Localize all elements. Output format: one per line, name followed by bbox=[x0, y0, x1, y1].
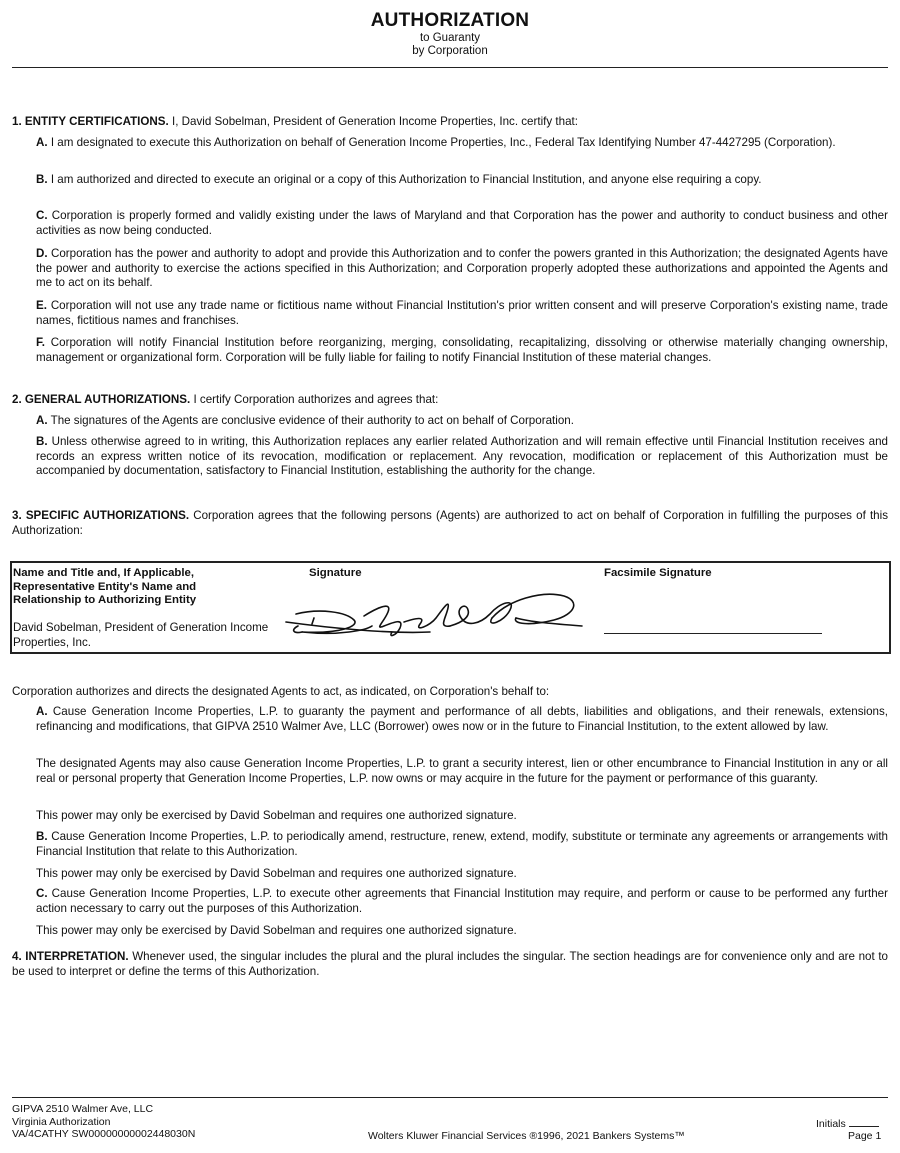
section3-intro bbox=[12, 509, 888, 538]
facsimile-signature-line bbox=[604, 633, 822, 634]
section1-item-f bbox=[36, 336, 888, 365]
agents-table-name-header: Name and Title and, If Applicable, Representative Entity's Name and Relationship to Authorizing Entity bbox=[13, 567, 197, 606]
item-label: A. bbox=[36, 136, 48, 149]
section3-intro-text: Corporation agrees that the following persons (Agents) are authorized to act on behalf of Corporation in fulfilling the purposes of this Authorization: bbox=[12, 509, 888, 537]
section4-text: Whenever used, the singular includes the plural and the plural includes the singular. The section headings are for convenience only and are not to be used to interpret or define the terms of this Authorization. bbox=[12, 950, 888, 978]
document-title: AUTHORIZATION bbox=[370, 10, 530, 31]
footer-left bbox=[12, 1103, 195, 1141]
item-text: Corporation is properly formed and validly existing under the laws of Maryland and that Corporation has the power and authority to conduct business and other activities as now being conducted. bbox=[36, 209, 888, 237]
document-subtitle-line2: by Corporation bbox=[412, 45, 488, 57]
item-text: The signatures of the Agents are conclusive evidence of their authority to act on behalf of Corporation. bbox=[50, 414, 574, 427]
footer-initials bbox=[816, 1117, 879, 1131]
section2-intro-text: I certify Corporation authorizes and agrees that: bbox=[193, 393, 439, 406]
section4 bbox=[12, 950, 888, 979]
power-item-a bbox=[36, 705, 888, 734]
power-security-interest: The designated Agents may also cause Generation Income Properties, L.P. to grant a security interest, lien or other encumbrance to Financial Institution in any or all real or personal property that Generation Income Properties, L.P. now owns or may acquire in the future for the payment or performance of this guaranty. bbox=[36, 757, 888, 785]
power-restriction-c: This power may only be exercised by David Sobelman and requires one authorized signature. bbox=[36, 924, 517, 937]
item-text: I am designated to execute this Authorization on behalf of Generation Income Properties, Inc., Federal Tax Identifying Number 47-4427295 (Corporation). bbox=[50, 136, 836, 149]
power-item-b bbox=[36, 830, 888, 859]
footer-page-number: Page 1 bbox=[848, 1130, 882, 1142]
item-label: F. bbox=[36, 336, 46, 349]
section2-item-b bbox=[36, 435, 888, 479]
item-text: Cause Generation Income Properties, L.P. to guaranty the payment and performance of all debts, liabilities and obligations, and their renewals, extensions, refinancing and modifications, that GIPVA 2510 Walmer Ave, LLC (Borrower) owes now or in the future to Financial Institution, to the extent allowed by law. bbox=[36, 705, 888, 733]
section1-item-a bbox=[36, 136, 888, 151]
agents-table-facsimile-header: Facsimile Signature bbox=[604, 567, 712, 579]
document-header bbox=[0, 10, 900, 58]
power-restriction-a: This power may only be exercised by David Sobelman and requires one authorized signature. bbox=[36, 809, 517, 822]
section4-heading: 4. INTERPRETATION. bbox=[12, 950, 129, 963]
section2-intro bbox=[12, 393, 888, 408]
footer-form-name: Virginia Authorization bbox=[12, 1115, 111, 1128]
section1-item-b bbox=[36, 173, 888, 188]
footer-entity: GIPVA 2510 Walmer Ave, LLC bbox=[12, 1103, 154, 1115]
item-label: C. bbox=[36, 887, 48, 900]
item-label: A. bbox=[36, 414, 48, 427]
item-label: A. bbox=[36, 705, 48, 718]
power-item-c bbox=[36, 887, 888, 916]
section1-intro bbox=[12, 115, 888, 130]
item-label: E. bbox=[36, 299, 47, 312]
item-text: Cause Generation Income Properties, L.P. to execute other agreements that Financial Institution may require, and perform or cause to be performed any further action necessary to carry out the purposes of this Authorization. bbox=[36, 887, 888, 915]
footer-form-code: VA/4CATHY SW00000000002448030N bbox=[12, 1128, 196, 1140]
section2-item-a bbox=[36, 414, 888, 429]
initials-label: Initials bbox=[816, 1118, 846, 1130]
item-label: D. bbox=[36, 247, 48, 260]
header-divider bbox=[12, 67, 888, 68]
item-text: I am authorized and directed to execute an original or a copy of this Authorization to Financial Institution, and anyone else requiring a copy. bbox=[50, 173, 762, 186]
item-text: Corporation will notify Financial Institution before reorganizing, merging, consolidating, recapitalizing, dissolving or otherwise materially changing ownership, management or organizational form. Corporation will be fully liable for failing to notify Financial Institution of these material changes. bbox=[36, 336, 888, 364]
item-label: B. bbox=[36, 435, 48, 448]
power-restriction-b: This power may only be exercised by David Sobelman and requires one authorized signature. bbox=[36, 867, 517, 880]
agent-name-title: David Sobelman, President of Generation Income Properties, Inc. bbox=[13, 621, 269, 649]
powers-intro: Corporation authorizes and directs the designated Agents to act, as indicated, on Corporation's behalf to: bbox=[12, 685, 550, 698]
item-label: B. bbox=[36, 173, 48, 186]
section1-item-d bbox=[36, 247, 888, 291]
section1-item-c bbox=[36, 209, 888, 238]
item-text: Cause Generation Income Properties, L.P. to periodically amend, restructure, renew, extend, modify, substitute or terminate any agreements or arrangements with Financial Institution that relate to this Authorization. bbox=[36, 830, 888, 858]
section1-intro-text: I, David Sobelman, President of Generation Income Properties, Inc. certify that: bbox=[171, 115, 578, 128]
footer-divider bbox=[12, 1097, 888, 1098]
item-label: B. bbox=[36, 830, 48, 843]
document-subtitle-line1: to Guaranty bbox=[419, 32, 481, 44]
agents-table-signature-header: Signature bbox=[309, 567, 362, 579]
item-text: Unless otherwise agreed to in writing, this Authorization replaces any earlier related Authorization and will remain effective until Financial Institution receives and records an express written notice of its revocation, modification or replacement. Any revocation, modification or replacement of this Authorization must be accompanied by documentation, satisfactory to Financial Institution, establishing the authority for the change. bbox=[36, 435, 888, 478]
item-text: Corporation has the power and authority to adopt and provide this Authorization and to confer the powers granted in this Authorization; the designated Agents have the power and authority to exercise the actions specified in this Authorization; and Corporation properly adopted these authorizations and appointed the Agents and me to act on its behalf. bbox=[36, 247, 888, 290]
item-label: C. bbox=[36, 209, 48, 222]
item-text: Corporation will not use any trade name or fictitious name without Financial Institution's prior written consent and will preserve Corporation's existing name, trade names, fictitious names and franchises. bbox=[36, 299, 888, 327]
section3-heading: 3. SPECIFIC AUTHORIZATIONS. bbox=[12, 509, 190, 522]
section1-item-e bbox=[36, 299, 888, 328]
agent-signature-image bbox=[280, 588, 590, 644]
section2-heading: 2. GENERAL AUTHORIZATIONS. bbox=[12, 393, 191, 406]
initials-line bbox=[849, 1117, 879, 1127]
footer-copyright: Wolters Kluwer Financial Services ®1996, 2021 Bankers Systems™ bbox=[368, 1130, 685, 1142]
section1-heading: 1. ENTITY CERTIFICATIONS. bbox=[12, 115, 169, 128]
